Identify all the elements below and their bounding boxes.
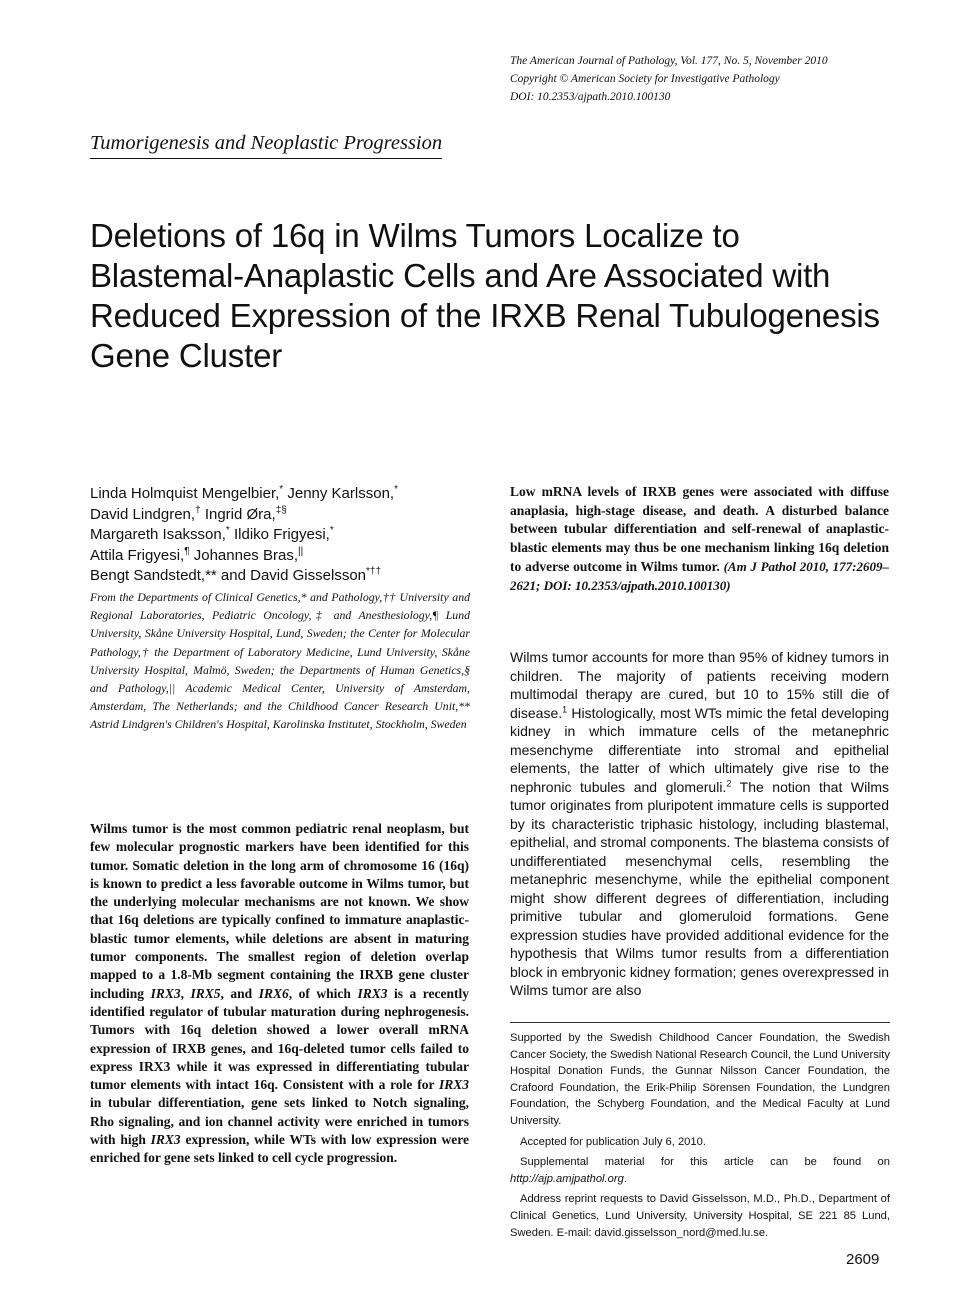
author-affiliation-mark: † (195, 504, 201, 516)
text-run: , and (220, 985, 259, 1001)
affiliations: From the Departments of Clinical Genetics,* and Pathology,†† University and Regional Laboratories, Pediatric Oncology,‡ and Anesthesiology,¶ Lund University, Skåne University Hospital, Lund, Sweden; the Center for Molecular Pathology,† the Department of Laboratory Medicine, Lund University, Skåne University Hospital, Malmö, Sweden; the Departments of Human Genetics,§ and Pathology,|| Academic Medical Center, University of Amsterdam, Amsterdam, The Netherlands; and the Childhood Cancer Research Unit,** Astrid Lindgren's Children's Hospital, Karolinska Institutet, Stockholm, Sweden (90, 590, 470, 732)
author-name: Bengt Sandstedt,** and David Gisselsson (90, 567, 366, 584)
footnote-divider (510, 1022, 890, 1023)
text-run: , (180, 985, 191, 1001)
gene-symbol: IRX3 (150, 1132, 181, 1148)
author-name: Ingrid Øra, (204, 505, 276, 523)
abstract-conclusion: Low mRNA levels of IRXB genes were associated with diffuse anaplasia, high-stage disease, and death. A disturbed balance between tubular differentiation and self-renewal of anaplastic-blastic elements may thus be one mechanism linking 16q deletion to adverse outcome in Wilms tumor. (510, 484, 889, 574)
article-title: Deletions of 16q in Wilms Tumors Localize to Blastemal-Anaplastic Cells and Are Associated with Reduced Expression of the IRXB Renal Tubulogenesis Gene Cluster (90, 217, 880, 374)
author-name: Johannes Bras, (193, 546, 298, 564)
author-affiliation-mark: *†† (366, 566, 382, 577)
reference-marker: 1 (562, 703, 568, 714)
footnotes (510, 1030, 890, 1245)
abstract-left-column (90, 820, 469, 1168)
author-name: Attila Frigyesi, (90, 546, 185, 564)
text-run: expression, while WTs with low expression were enriched for gene sets linked to cell cycle progression. (90, 1132, 469, 1166)
author-list (90, 484, 480, 587)
gene-symbol: IRX3 (357, 985, 388, 1001)
text-run: Wilms tumor is the most common pediatric renal neoplasm, but few molecular prognostic markers have been identified for this tumor. Somatic deletion in the long arm of chromosome 16 (16q) is known to predict a less favorable outcome in Wilms tumor, but the underlying molecular mechanisms are not known. We show that 16q deletions are typically confined to immature anaplastic-blastic tumor elements, while deletions are absent in maturing tumor components. The smallest region of deletion overlap mapped to a 1.8-Mb segment containing the IRXB gene cluster including (90, 821, 469, 1001)
author-name: Linda Holmquist Mengelbier, (90, 485, 280, 502)
copyright-line: Copyright © American Society for Investigative Pathology (510, 73, 780, 85)
supplemental-note: Supplemental material for this article can be found on http://ajp.amjpathol.org. (510, 1156, 890, 1185)
doi-line: DOI: 10.2353/ajpath.2010.100130 (510, 91, 671, 103)
text-run: Wilms tumor accounts for more than 95% of kidney tumors in children. The majority of patients receiving modern multimodal therapy are cured, but 10 to 15% still die of disease. (510, 649, 889, 721)
gene-symbol: IRX3 (150, 985, 181, 1001)
text-run: in tubular differentiation, gene sets linked to Notch signaling, Rho signaling, and ion channel activity were enriched in tumors with high (90, 1095, 469, 1148)
author-affiliation-mark: * (394, 484, 398, 495)
section-heading: Tumorigenesis and Neoplastic Progression (90, 132, 442, 159)
author-name: David Lindgren, (90, 505, 196, 523)
author-name: Margareth Isaksson, (90, 526, 226, 543)
gene-symbol: IRX6 (258, 985, 289, 1001)
article-citation: (Am J Pathol 2010, 177:2609–2621; DOI: 10.2353/ajpath.2010.100130) (510, 558, 889, 593)
abstract-right-column (510, 483, 889, 595)
journal-citation-line: The American Journal of Pathology, Vol. 177, No. 5, November 2010 (510, 55, 828, 67)
author-name: Jenny Karlsson, (287, 485, 395, 502)
author-affiliation-mark: * (329, 525, 334, 536)
author-affiliation-mark: ‡§ (275, 504, 287, 516)
reprint-address-note: Address reprint requests to David Gisselsson, M.D., Ph.D., Department of Clinical Genetics, Lund University, University Hospital, SE 221 85 Lund, Sweden. E-mail: david.gisselsson_nord@med.lu.se. (510, 1193, 890, 1239)
funding-note: Supported by the Swedish Childhood Cancer Foundation, the Swedish Cancer Society, the Swedish National Research Council, the Lund University Hospital Donation Funds, the Gunnar Nilsson Cancer Foundation, the Crafoord Foundation, the Erik-Philip Sörensen Foundation, the Lundgren Foundation, the Schyberg Foundation, and the Medical Faculty at Lund University. (510, 1032, 890, 1127)
text-run: The notion that Wilms tumor originates from pluripotent immature cells is supported by its characteristic triphasic histology, including blastemal, epithelial, and stromal components. The blastema consists of undifferentiated mesenchymal cells, resembling the metanephric mesenchyme, while the epithelial component might show different degrees of differentiation, including primitive tubular and glomeruloid formations. Gene expression studies have provided additional evidence for the hypothesis that Wilms tumor results from a differentiation block in embryonic kidney formation; genes overexpressed in Wilms tumor are also (510, 778, 889, 998)
reference-marker: 2 (726, 777, 732, 788)
author-affiliation-mark: ¶ (184, 545, 190, 557)
author-affiliation-mark: || (297, 545, 304, 557)
accepted-note: Accepted for publication July 6, 2010. (520, 1135, 706, 1148)
text-run: Histologically, most WTs mimic the fetal developing kidney in which immature cells of the metanephric mesenchyme differentiate into stromal and epithelial elements, the latter of which ultimately give rise to the nephronic tubules and glomeruli. (510, 704, 889, 795)
text-run: is a recently identified regulator of tubular maturation during nephrogenesis. Tumors with 16q deletion showed a lower overall mRNA expression of IRXB genes, and 16q-deleted tumor cells failed to express IRX3 while it was expressed in differentiating tubular tumor elements with intact 16q. Consistent with a role for (90, 985, 470, 1093)
page-number: 2609 (846, 1251, 880, 1268)
supplemental-link[interactable]: http://ajp.amjpathol.org (510, 1172, 624, 1185)
gene-symbol: IRX3 (438, 1077, 469, 1093)
author-affiliation-mark: * (225, 525, 230, 536)
journal-info (510, 52, 910, 106)
author-name: Ildiko Frigyesi, (233, 526, 330, 543)
text-run: , of which (288, 985, 358, 1001)
gene-symbol: IRX5 (190, 985, 221, 1001)
introduction-text (510, 648, 889, 1000)
author-affiliation-mark: * (279, 484, 284, 495)
